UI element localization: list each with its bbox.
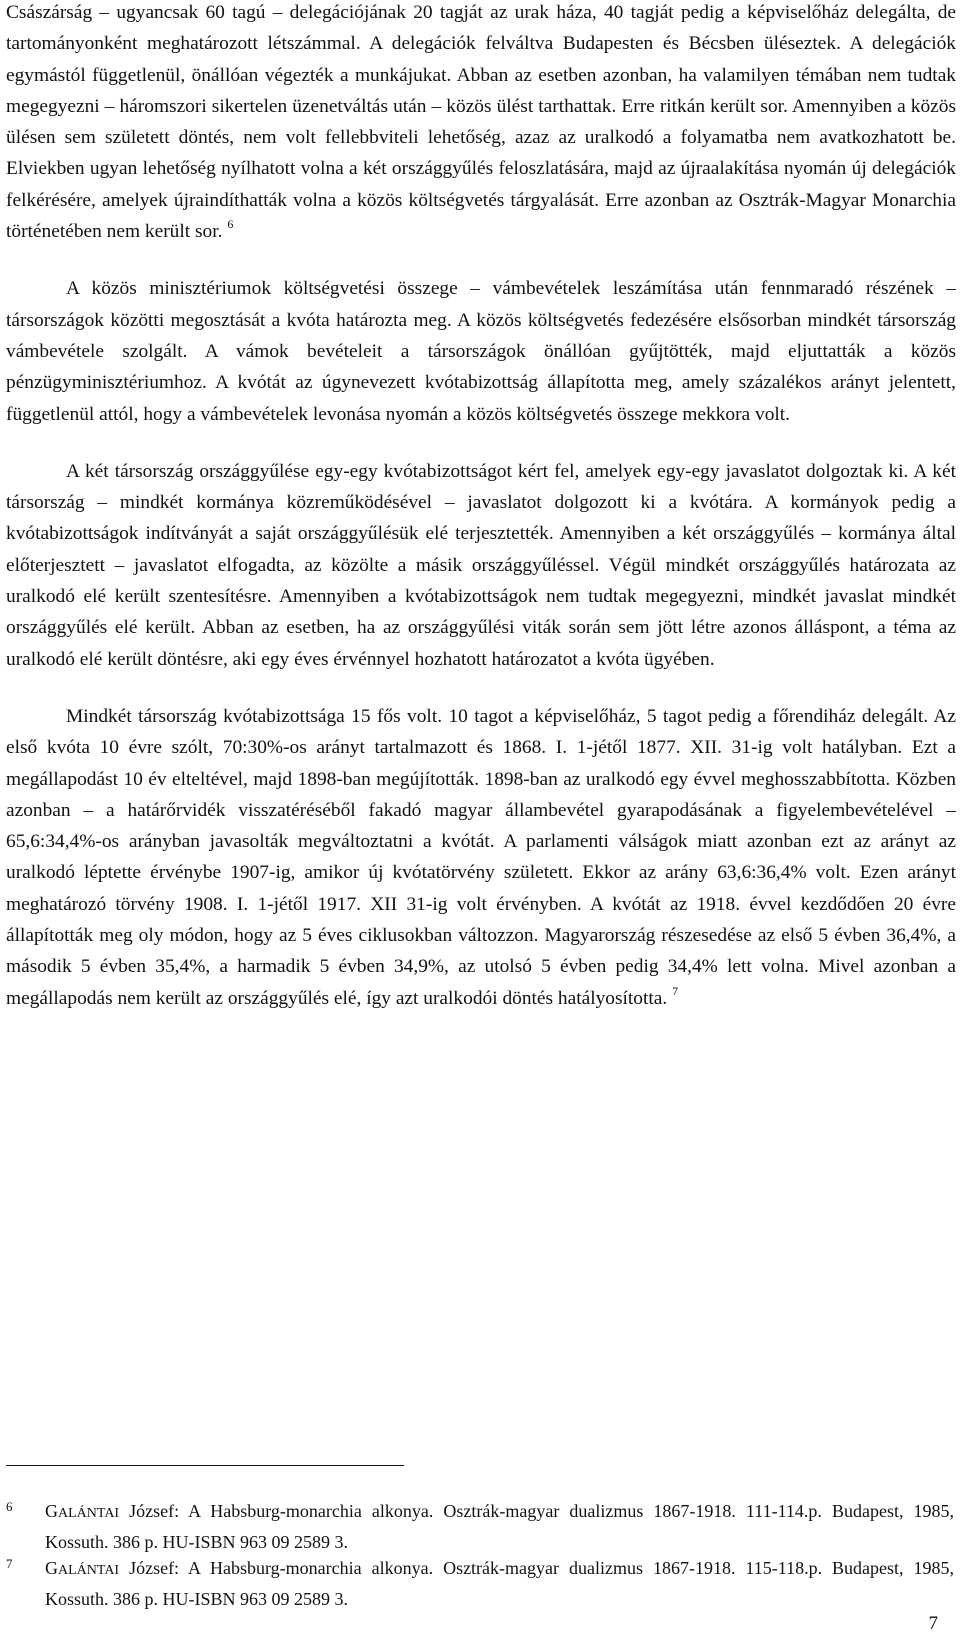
footnote	[6, 1554, 954, 1614]
paragraph-text: A közös minisztériumok költségvetési összege – vámbevételek leszámítása után fennmaradó részének – társországok közötti megosztását a kvóta határozta meg. A közös költségvetés fedezésére elsősorban mindkét társország vámbevétele szolgált. A vámok bevételeit a társországok önállóan gyűjtötték, majd eljuttatták a közös pénzügyminisztériumhoz. A kvótát az úgynevezett kvótabizottság állapította meg, amely százalékos arányt jelentett, függetlenül attól, hogy a vámbevételek levonása nyomán a közös költségvetés összege mekkora volt.	[6, 278, 956, 425]
author-initial: G	[45, 1558, 58, 1578]
paragraph	[6, 273, 956, 429]
footnote-number: 6	[6, 1499, 13, 1514]
paragraph-text: Császárság – ugyancsak 60 tagú – delegációjának 20 tagját az urak háza, 40 tagját pedig a képviselőház delegálta, de tartományonként meghatározott létszámmal. A delegációk felváltva Budapesten és Bécsben üléseztek. A delegációk egymástól függetlenül, önállóan végezték a munkájukat. Abban az esetben azonban, ha valamilyen témában nem tudtak megegyezni – háromszori sikertelen üzenetváltás után – közös ülést tarthattak. Erre ritkán került sor. Amennyiben a közös ülésen sem született döntés, nem volt fellebbviteli lehetőség, azaz az uralkodó a folyamatba nem avatkozhatott be. Elviekben ugyan lehetőség nyílhatott volna a két országgyűlés feloszlatására, majd az újraalakítása nyomán új delegációk felkérésére, amelyek újraindíthatták volna a közös költségvetés tárgyalását. Erre azonban az Osztrák-Magyar Monarchia történetében nem került sor.	[6, 2, 956, 243]
author-surname-rest: ALÁNTAI	[58, 1563, 120, 1578]
document-body	[6, 0, 956, 1014]
paragraph	[6, 701, 956, 1014]
citation: József: A Habsburg-monarchia alkonya. Osztrák-magyar dualizmus 1867-1918. 111-114.p. Budapest, 1985, Kossuth. 386 p. HU-ISBN 963 09 2589 3.	[45, 1501, 954, 1552]
footnote-separator	[6, 1465, 404, 1466]
paragraph-text: Mindkét társország kvótabizottsága 15 fős volt. 10 tagot a képviselőház, 5 tagot pedig a főrendiház delegált. Az első kvóta 10 évre szólt, 70:30%-os arányt tartalmazott és 1868. I. 1-jétől 1877. XII. 31-ig volt hatályban. Ezt a megállapodást 10 év elteltével, majd 1898-ban megújították. 1898-ban az uralkodó egy évvel meghosszabbította. Közben azonban – a határőrvidék visszatéréséből fakadó magyar állambevétel gyarapodásának a figyelembevételével – 65,6:34,4%-os arányban javasolták megváltoztatni a kvótát. A parlamenti válságok miatt azonban ezt az arányt az uralkodó léptette érvénybe 1907-ig, amikor új kvótatörvény született. Ekkor az arány 63,6:36,4% volt. Ezen arányt meghatározó törvény 1908. I. 1-jétől 1917. XII 31-ig volt érvényben. A kvótát az 1918. évvel kezdődően 20 évre állapították meg oly módon, hogy az 5 éves ciklusokban változzon. Magyarország részesedése az első 5 évben 36,4%, a második 5 évben 35,4%, a harmadik 5 évben 34,9%, az utolsó 5 évben pedig 34,4% lett volna. Mivel azonban a megállapodás nem került az országgyűlés elé, így azt uralkodói döntés hatályosította.	[6, 705, 956, 1009]
paragraph	[6, 0, 956, 247]
footnote-reference[interactable]: 6	[227, 217, 234, 232]
footnote-reference[interactable]: 7	[672, 983, 679, 998]
paragraph-text: A két társország országgyűlése egy-egy kvótabizottságot kért fel, amelyek egy-egy javaslatot dolgoztak ki. A két társország – mindkét kormánya közreműködésével – javaslatot dolgozott ki a kvótára. A kormányok pedig a kvótabizottságok indítványát a saját országgyűlésük elé terjesztették. Amennyiben a két országgyűlés – kormánya által előterjesztett – javaslatot elfogadta, az közölte a másik országgyűléssel. Végül mindkét országgyűlés határozata az uralkodó elé került szentesítésre. Amennyiben a kvótabizottságok nem tudtak megegyezni, mindkét javaslat mindkét országgyűlés elé került. Abban az esetben, ha az országgyűlési viták során sem jött létre azonos álláspont, a téma az uralkodó elé került döntésre, aki egy éves érvénnyel hozhatott határozatot a kvóta ügyében.	[6, 460, 956, 670]
footnote-text	[45, 1554, 954, 1614]
paragraph	[6, 456, 956, 675]
author-initial: G	[45, 1501, 58, 1521]
footnote-number: 7	[6, 1556, 13, 1571]
author-surname-rest: ALÁNTAI	[58, 1506, 120, 1521]
footnote	[6, 1497, 954, 1557]
page-number: 7	[928, 1613, 938, 1634]
footnote-text	[45, 1497, 954, 1557]
citation: József: A Habsburg-monarchia alkonya. Osztrák-magyar dualizmus 1867-1918. 115-118.p. Budapest, 1985, Kossuth. 386 p. HU-ISBN 963 09 2589 3.	[45, 1558, 955, 1609]
